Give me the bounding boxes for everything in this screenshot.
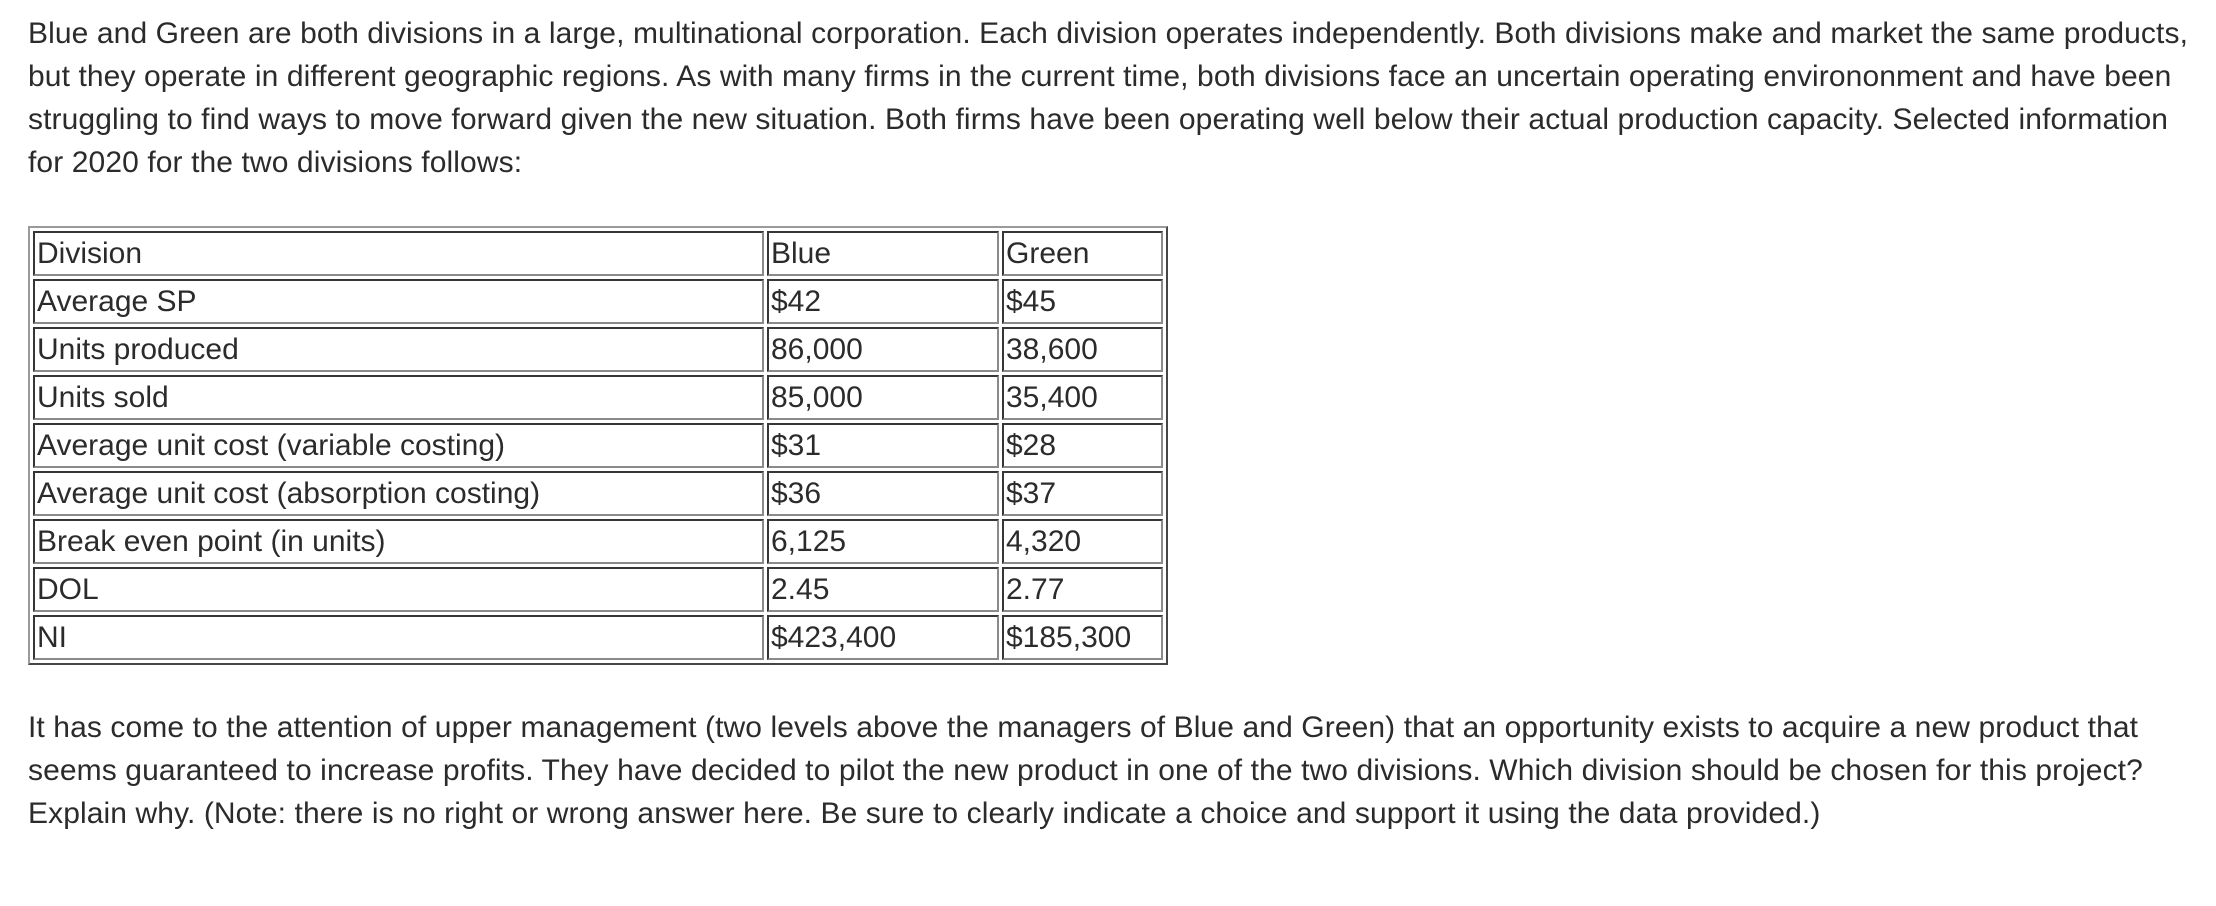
green-value: 2.77 bbox=[1002, 567, 1163, 612]
row-label: Average unit cost (absorption costing) bbox=[33, 471, 764, 516]
green-value: 4,320 bbox=[1002, 519, 1163, 564]
blue-value: $31 bbox=[767, 423, 999, 468]
row-label: DOL bbox=[33, 567, 764, 612]
table-row bbox=[33, 327, 1163, 372]
row-label: Average SP bbox=[33, 279, 764, 324]
header-cell-division: Division bbox=[33, 231, 764, 276]
blue-value: 6,125 bbox=[767, 519, 999, 564]
blue-value: $36 bbox=[767, 471, 999, 516]
table-row bbox=[33, 471, 1163, 516]
green-value: $28 bbox=[1002, 423, 1163, 468]
table-row bbox=[33, 615, 1163, 660]
green-value: 38,600 bbox=[1002, 327, 1163, 372]
row-label: NI bbox=[33, 615, 764, 660]
green-value: $45 bbox=[1002, 279, 1163, 324]
row-label: Units produced bbox=[33, 327, 764, 372]
green-value: $185,300 bbox=[1002, 615, 1163, 660]
row-label: Average unit cost (variable costing) bbox=[33, 423, 764, 468]
division-table-container bbox=[28, 226, 1168, 665]
blue-value: $423,400 bbox=[767, 615, 999, 660]
division-table bbox=[28, 226, 1168, 665]
question-paragraph: It has come to the attention of upper management (two levels above the managers of Blue and Green) that an opportunity exists to acquire a new product that seems guaranteed to increase profits. They have decided to pilot the new product in one of the two divisions. Which division should be chosen for this project? Explain why. (Note: there is no right or wrong answer here. Be sure to clearly indicate a choice and support it using the data provided.) bbox=[28, 711, 2143, 830]
row-label: Units sold bbox=[33, 375, 764, 420]
table-row bbox=[33, 567, 1163, 612]
table-row bbox=[33, 423, 1163, 468]
blue-value: 86,000 bbox=[767, 327, 999, 372]
blue-value: 85,000 bbox=[767, 375, 999, 420]
table-header-row bbox=[33, 231, 1163, 276]
green-value: 35,400 bbox=[1002, 375, 1163, 420]
green-value: $37 bbox=[1002, 471, 1163, 516]
table-row bbox=[33, 279, 1163, 324]
table-row bbox=[33, 375, 1163, 420]
blue-value: 2.45 bbox=[767, 567, 999, 612]
intro-paragraph: Blue and Green are both divisions in a large, multinational corporation. Each division operates independently. Both divisions make and market the same products, but they operate in different geographic regions. As with many firms in the current time, both divisions face an uncertain operating environonment and have been struggling to find ways to move forward given the new situation. Both firms have been operating well below their actual production capacity. Selected information for 2020 for the two divisions follows: bbox=[28, 17, 2189, 179]
blue-value: $42 bbox=[767, 279, 999, 324]
row-label: Break even point (in units) bbox=[33, 519, 764, 564]
table-row bbox=[33, 519, 1163, 564]
header-cell-blue: Blue bbox=[767, 231, 999, 276]
header-cell-green: Green bbox=[1002, 231, 1163, 276]
